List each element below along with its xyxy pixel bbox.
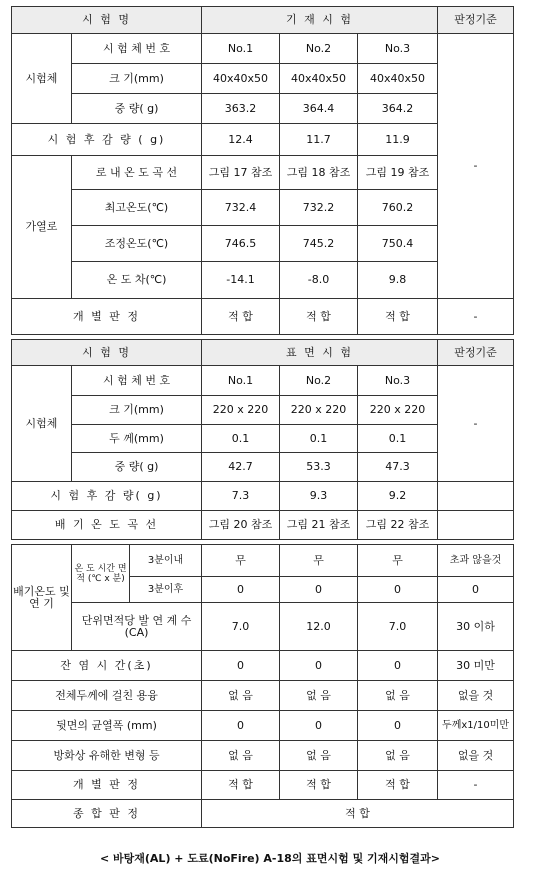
smoke-within3-criteria: 초과 않을것 xyxy=(438,545,514,577)
surface-mass-loss-row xyxy=(12,482,514,511)
melt-row xyxy=(12,681,514,711)
smoke-verdict-1: 적 합 xyxy=(202,771,280,800)
surface-header-title: 표 면 시 험 xyxy=(202,340,438,366)
smoke-verdict-row xyxy=(12,771,514,800)
smoke-within3-2: 무 xyxy=(280,545,358,577)
base-verdict-row xyxy=(12,299,514,335)
surface-exhaust-row xyxy=(12,511,514,540)
deform-label: 방화상 유해한 변형 등 xyxy=(12,741,202,771)
smoke-after3-3: 0 xyxy=(358,577,438,603)
furnace-set-1: 746.5 xyxy=(202,226,280,262)
base-size-3: 40x40x50 xyxy=(358,64,438,94)
furnace-max-2: 732.2 xyxy=(280,190,358,226)
smoke-after3-2: 0 xyxy=(280,577,358,603)
furnace-curve-3: 그림 19 참조 xyxy=(358,156,438,190)
smoke-verdict-criteria: - xyxy=(438,771,514,800)
figure-caption: < 바탕재(AL) + 도료(NoFire) A-18의 표면시험 및 기재시험결과> xyxy=(99,852,441,865)
smoke-verdict-2: 적 합 xyxy=(280,771,358,800)
surface-header-item: 시 험 명 xyxy=(12,340,202,366)
afterflame-3: 0 xyxy=(358,651,438,681)
afterflame-2: 0 xyxy=(280,651,358,681)
deform-criteria: 없을 것 xyxy=(438,741,514,771)
base-weight-label: 중 량( g) xyxy=(72,94,202,124)
crack-label: 뒷면의 균열폭 (mm) xyxy=(12,711,202,741)
smoke-coef-2: 12.0 xyxy=(280,603,358,651)
furnace-set-2: 745.2 xyxy=(280,226,358,262)
surface-criteria-dash: - xyxy=(438,366,514,482)
test-report xyxy=(11,6,513,828)
surface-mass-loss-criteria xyxy=(438,482,514,511)
base-verdict-2: 적 합 xyxy=(280,299,358,335)
base-header-criteria: 판정기준 xyxy=(438,7,514,34)
smoke-within3-label: 3분이내 xyxy=(130,545,202,577)
smoke-area-label: 온 도 시간 면 적 (℃ x 분) xyxy=(72,545,130,603)
furnace-max-1: 732.4 xyxy=(202,190,280,226)
deform-2: 없 음 xyxy=(280,741,358,771)
furnace-curve-label: 로 내 온 도 곡 선 xyxy=(72,156,202,190)
surface-mass-loss-1: 7.3 xyxy=(202,482,280,511)
surface-size-2: 220 x 220 xyxy=(280,396,358,425)
crack-3: 0 xyxy=(358,711,438,741)
surface-size-label: 크 기(mm) xyxy=(72,396,202,425)
furnace-curve-1: 그림 17 참조 xyxy=(202,156,280,190)
smoke-coef-3: 7.0 xyxy=(358,603,438,651)
surface-exhaust-1: 그림 20 참조 xyxy=(202,511,280,540)
base-header-row xyxy=(12,7,514,34)
base-size-label: 크 기(mm) xyxy=(72,64,202,94)
smoke-within3-3: 무 xyxy=(358,545,438,577)
base-verdict-criteria: - xyxy=(438,299,514,335)
afterflame-1: 0 xyxy=(202,651,280,681)
surface-mass-loss-2: 9.3 xyxy=(280,482,358,511)
base-id-2: No.2 xyxy=(280,34,358,64)
crack-criteria: 두께x1/10미만 xyxy=(438,711,514,741)
overall-verdict: 적 합 xyxy=(202,800,514,828)
melt-3: 없 음 xyxy=(358,681,438,711)
base-id-3: No.3 xyxy=(358,34,438,64)
melt-criteria: 없을 것 xyxy=(438,681,514,711)
base-mass-loss-2: 11.7 xyxy=(280,124,358,156)
melt-1: 없 음 xyxy=(202,681,280,711)
deform-1: 없 음 xyxy=(202,741,280,771)
overall-label: 종 합 판 정 xyxy=(12,800,202,828)
base-verdict-1: 적 합 xyxy=(202,299,280,335)
surface-id-label: 시 험 체 번 호 xyxy=(72,366,202,396)
smoke-after3-criteria: 0 xyxy=(438,577,514,603)
base-weight-3: 364.2 xyxy=(358,94,438,124)
melt-2: 없 음 xyxy=(280,681,358,711)
smoke-verdict-label: 개 별 판 정 xyxy=(12,771,202,800)
surface-thick-1: 0.1 xyxy=(202,425,280,453)
furnace-curve-2: 그림 18 참조 xyxy=(280,156,358,190)
surface-weight-1: 42.7 xyxy=(202,453,280,482)
melt-label: 전체두께에 걸친 용융 xyxy=(12,681,202,711)
deform-3: 없 음 xyxy=(358,741,438,771)
base-header-item: 시 험 명 xyxy=(12,7,202,34)
base-mass-loss-label: 시 험 후 감 량 ( g) xyxy=(12,124,202,156)
furnace-set-label: 조정온도(℃) xyxy=(72,226,202,262)
crack-row xyxy=(12,711,514,741)
smoke-within3-row xyxy=(12,545,514,577)
base-id-label: 시 험 체 번 호 xyxy=(72,34,202,64)
surface-weight-2: 53.3 xyxy=(280,453,358,482)
smoke-after3-label: 3분이후 xyxy=(130,577,202,603)
deform-row xyxy=(12,741,514,771)
base-header-title: 기 재 시 험 xyxy=(202,7,438,34)
overall-row xyxy=(12,800,514,828)
surface-id-1: No.1 xyxy=(202,366,280,396)
base-criteria-dash: - xyxy=(438,34,514,299)
smoke-verdict-3: 적 합 xyxy=(358,771,438,800)
crack-1: 0 xyxy=(202,711,280,741)
furnace-diff-label: 온 도 차(℃) xyxy=(72,262,202,299)
surface-thick-label: 두 께(mm) xyxy=(72,425,202,453)
furnace-set-3: 750.4 xyxy=(358,226,438,262)
base-id-1: No.1 xyxy=(202,34,280,64)
afterflame-row xyxy=(12,651,514,681)
surface-thick-2: 0.1 xyxy=(280,425,358,453)
smoke-coef-row xyxy=(12,603,514,651)
furnace-diff-3: 9.8 xyxy=(358,262,438,299)
base-specimen-group: 시험체 xyxy=(12,34,72,124)
smoke-within3-1: 무 xyxy=(202,545,280,577)
surface-exhaust-criteria xyxy=(438,511,514,540)
base-mass-loss-1: 12.4 xyxy=(202,124,280,156)
smoke-after3-1: 0 xyxy=(202,577,280,603)
surface-id-3: No.3 xyxy=(358,366,438,396)
smoke-coef-1: 7.0 xyxy=(202,603,280,651)
surface-exhaust-label: 배 기 온 도 곡 선 xyxy=(12,511,202,540)
smoke-group: 배기온도 및 연 기 xyxy=(12,545,72,651)
base-weight-1: 363.2 xyxy=(202,94,280,124)
furnace-diff-2: -8.0 xyxy=(280,262,358,299)
smoke-coef-label: 단위면적당 발 연 계 수(CA) xyxy=(72,603,202,651)
surface-thick-3: 0.1 xyxy=(358,425,438,453)
surface-id-row xyxy=(12,366,514,396)
surface-specimen-group: 시험체 xyxy=(12,366,72,482)
base-size-1: 40x40x50 xyxy=(202,64,280,94)
surface-exhaust-3: 그림 22 참조 xyxy=(358,511,438,540)
base-size-2: 40x40x50 xyxy=(280,64,358,94)
results-table xyxy=(11,6,514,828)
furnace-max-label: 최고온도(℃) xyxy=(72,190,202,226)
smoke-coef-criteria: 30 이하 xyxy=(438,603,514,651)
surface-weight-label: 중 량( g) xyxy=(72,453,202,482)
surface-header-criteria: 판정기준 xyxy=(438,340,514,366)
base-weight-2: 364.4 xyxy=(280,94,358,124)
furnace-diff-1: -14.1 xyxy=(202,262,280,299)
crack-2: 0 xyxy=(280,711,358,741)
base-mass-loss-3: 11.9 xyxy=(358,124,438,156)
furnace-max-3: 760.2 xyxy=(358,190,438,226)
afterflame-label: 잔 염 시 간(초) xyxy=(12,651,202,681)
surface-mass-loss-3: 9.2 xyxy=(358,482,438,511)
afterflame-criteria: 30 미만 xyxy=(438,651,514,681)
base-verdict-label: 개 별 판 정 xyxy=(12,299,202,335)
surface-weight-3: 47.3 xyxy=(358,453,438,482)
surface-exhaust-2: 그림 21 참조 xyxy=(280,511,358,540)
base-id-row xyxy=(12,34,514,64)
surface-header-row xyxy=(12,340,514,366)
furnace-group: 가열로 xyxy=(12,156,72,299)
base-verdict-3: 적 합 xyxy=(358,299,438,335)
surface-mass-loss-label: 시 험 후 감 량( g) xyxy=(12,482,202,511)
surface-size-3: 220 x 220 xyxy=(358,396,438,425)
surface-id-2: No.2 xyxy=(280,366,358,396)
surface-size-1: 220 x 220 xyxy=(202,396,280,425)
